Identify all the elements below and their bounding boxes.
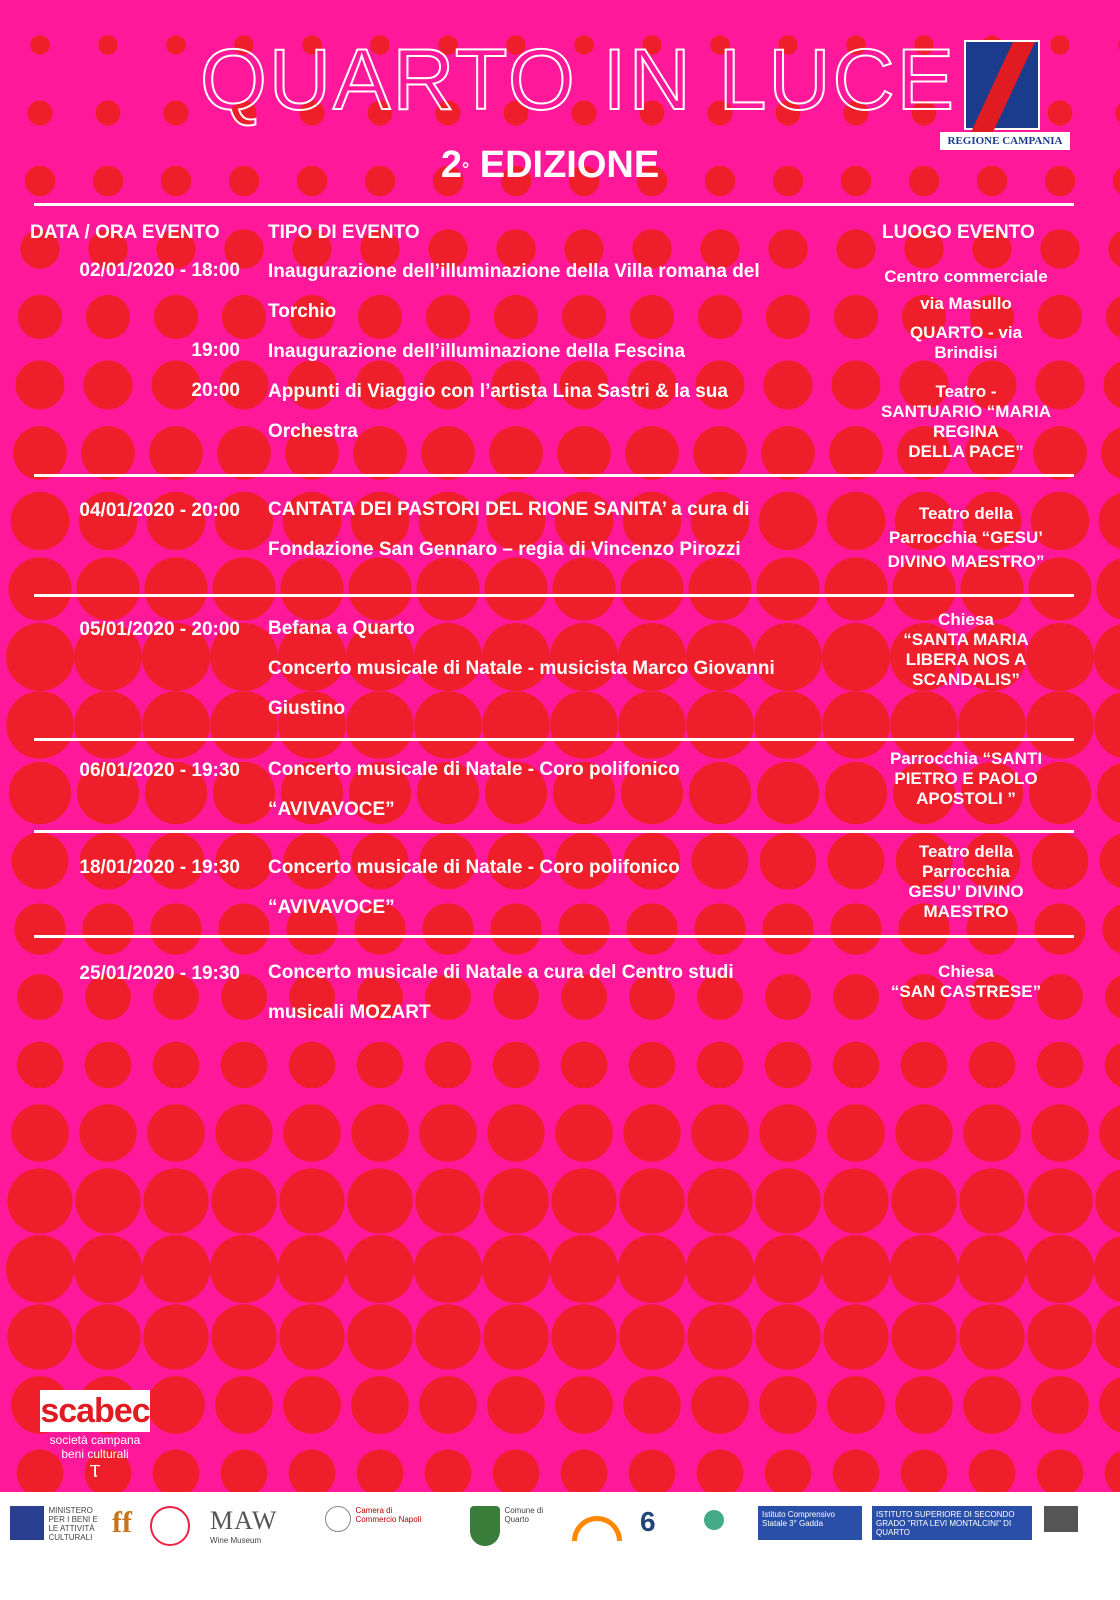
event-date: 06/01/2020 - 19:30 bbox=[79, 760, 240, 781]
event-place: Teatro della Parrocchia GESU’ DIVINO MAESTRO bbox=[908, 842, 1024, 921]
crest-band bbox=[971, 42, 1035, 132]
event-place: Parrocchia “SANTI PIETRO E PAOLO APOSTOLI ” bbox=[889, 749, 1043, 808]
event-place: Chiesa “SAN CASTRESE” bbox=[890, 962, 1042, 1001]
event-description: Concerto musicale di Natale - Coro polifonico “AVIVAVOCE” bbox=[268, 759, 680, 820]
scabec-tag: beni culturali bbox=[61, 1447, 129, 1461]
event-description: Inaugurazione dell’illuminazione della Fescina bbox=[268, 341, 686, 362]
ministry-logo-icon: MINISTERO PER I BENI E LE ATTIVITÀ CULTURALI bbox=[10, 1506, 105, 1548]
levi-montalcini-logo-icon: ISTITUTO SUPERIORE DI SECONDO GRADO "RITA LEVI MONTALCINI" DI QUARTO bbox=[872, 1506, 1032, 1548]
poster-title: QUARTO IN LUCE bbox=[200, 32, 956, 128]
divider bbox=[34, 594, 1074, 597]
event-description: Appunti di Viaggio con l’artista Lina Sastri & la sua Orchestra bbox=[268, 381, 728, 442]
comune-logo-icon: Comune di Quarto bbox=[470, 1506, 550, 1548]
maw-logo-icon: MAW Wine Museum bbox=[210, 1506, 278, 1545]
ff-logo-icon: ff bbox=[112, 1506, 132, 1539]
event-description: Concerto musicale di Natale a cura del Centro studi musicali MOZART bbox=[268, 962, 734, 1023]
column-header-type: TIPO DI EVENTO bbox=[268, 222, 420, 243]
scabec-name: scabec bbox=[40, 1392, 150, 1430]
regione-campania-crest bbox=[940, 40, 1070, 152]
divider bbox=[34, 935, 1074, 938]
last-logo-icon bbox=[1044, 1506, 1080, 1548]
rainbow-logo-icon bbox=[572, 1506, 632, 1548]
footer-logo-strip bbox=[0, 1492, 1120, 1600]
event-place: QUARTO - via Brindisi bbox=[909, 323, 1023, 362]
regione-logo-icon bbox=[150, 1506, 195, 1548]
event-place: Chiesa “SANTA MARIA LIBERA NOS A SCANDALIS” bbox=[903, 610, 1029, 689]
school-logo-icon: 6 bbox=[640, 1506, 656, 1537]
event-date: 02/01/2020 - 18:00 bbox=[79, 260, 240, 281]
event-description: Inaugurazione dell’illuminazione della Villa romana del Torchio bbox=[268, 261, 760, 322]
column-icon: Ⲧ bbox=[89, 1461, 101, 1481]
event-description: Befana a Quarto Concerto musicale di Natale - musicista Marco Giovanni Giustino bbox=[268, 618, 775, 719]
crest-label: REGIONE CAMPANIA bbox=[940, 132, 1070, 150]
edition-label: 2° EDIZIONE bbox=[440, 144, 660, 186]
crest-shield-icon bbox=[964, 40, 1040, 130]
event-date: 20:00 bbox=[191, 380, 240, 401]
column-header-date: DATA / ORA EVENTO bbox=[30, 222, 220, 243]
event-place: Teatro - SANTUARIO “MARIA REGINA DELLA PACE” bbox=[881, 382, 1051, 461]
event-date: 19:00 bbox=[191, 340, 240, 361]
event-date: 04/01/2020 - 20:00 bbox=[79, 500, 240, 521]
event-description: Concerto musicale di Natale - Coro polifonico “AVIVAVOCE” bbox=[268, 857, 680, 918]
camera-commercio-logo-icon: Camera di Commercio Napoli bbox=[325, 1506, 445, 1548]
event-place: Centro commerciale via Masullo bbox=[884, 267, 1048, 313]
event-date: 05/01/2020 - 20:00 bbox=[79, 619, 240, 640]
divider bbox=[34, 474, 1074, 477]
scabec-tag: società campana bbox=[49, 1433, 141, 1447]
institute-logo-icon bbox=[678, 1506, 750, 1548]
gadda-logo-icon: Istituto Comprensivo Statale 3° Gadda bbox=[758, 1506, 862, 1548]
event-date: 25/01/2020 - 19:30 bbox=[79, 963, 240, 984]
divider bbox=[34, 203, 1074, 206]
event-place: Teatro della Parrocchia “GESU’ DIVINO MAESTRO” bbox=[887, 504, 1045, 571]
event-date: 18/01/2020 - 19:30 bbox=[79, 857, 240, 878]
divider bbox=[34, 830, 1074, 833]
divider bbox=[34, 738, 1074, 741]
column-header-place: LUOGO EVENTO bbox=[882, 222, 1035, 243]
scabec-logo bbox=[40, 1390, 150, 1480]
event-description: CANTATA DEI PASTORI DEL RIONE SANITA’ a cura di Fondazione San Gennaro – regia di Vincenzo Pirozzi bbox=[268, 499, 750, 560]
